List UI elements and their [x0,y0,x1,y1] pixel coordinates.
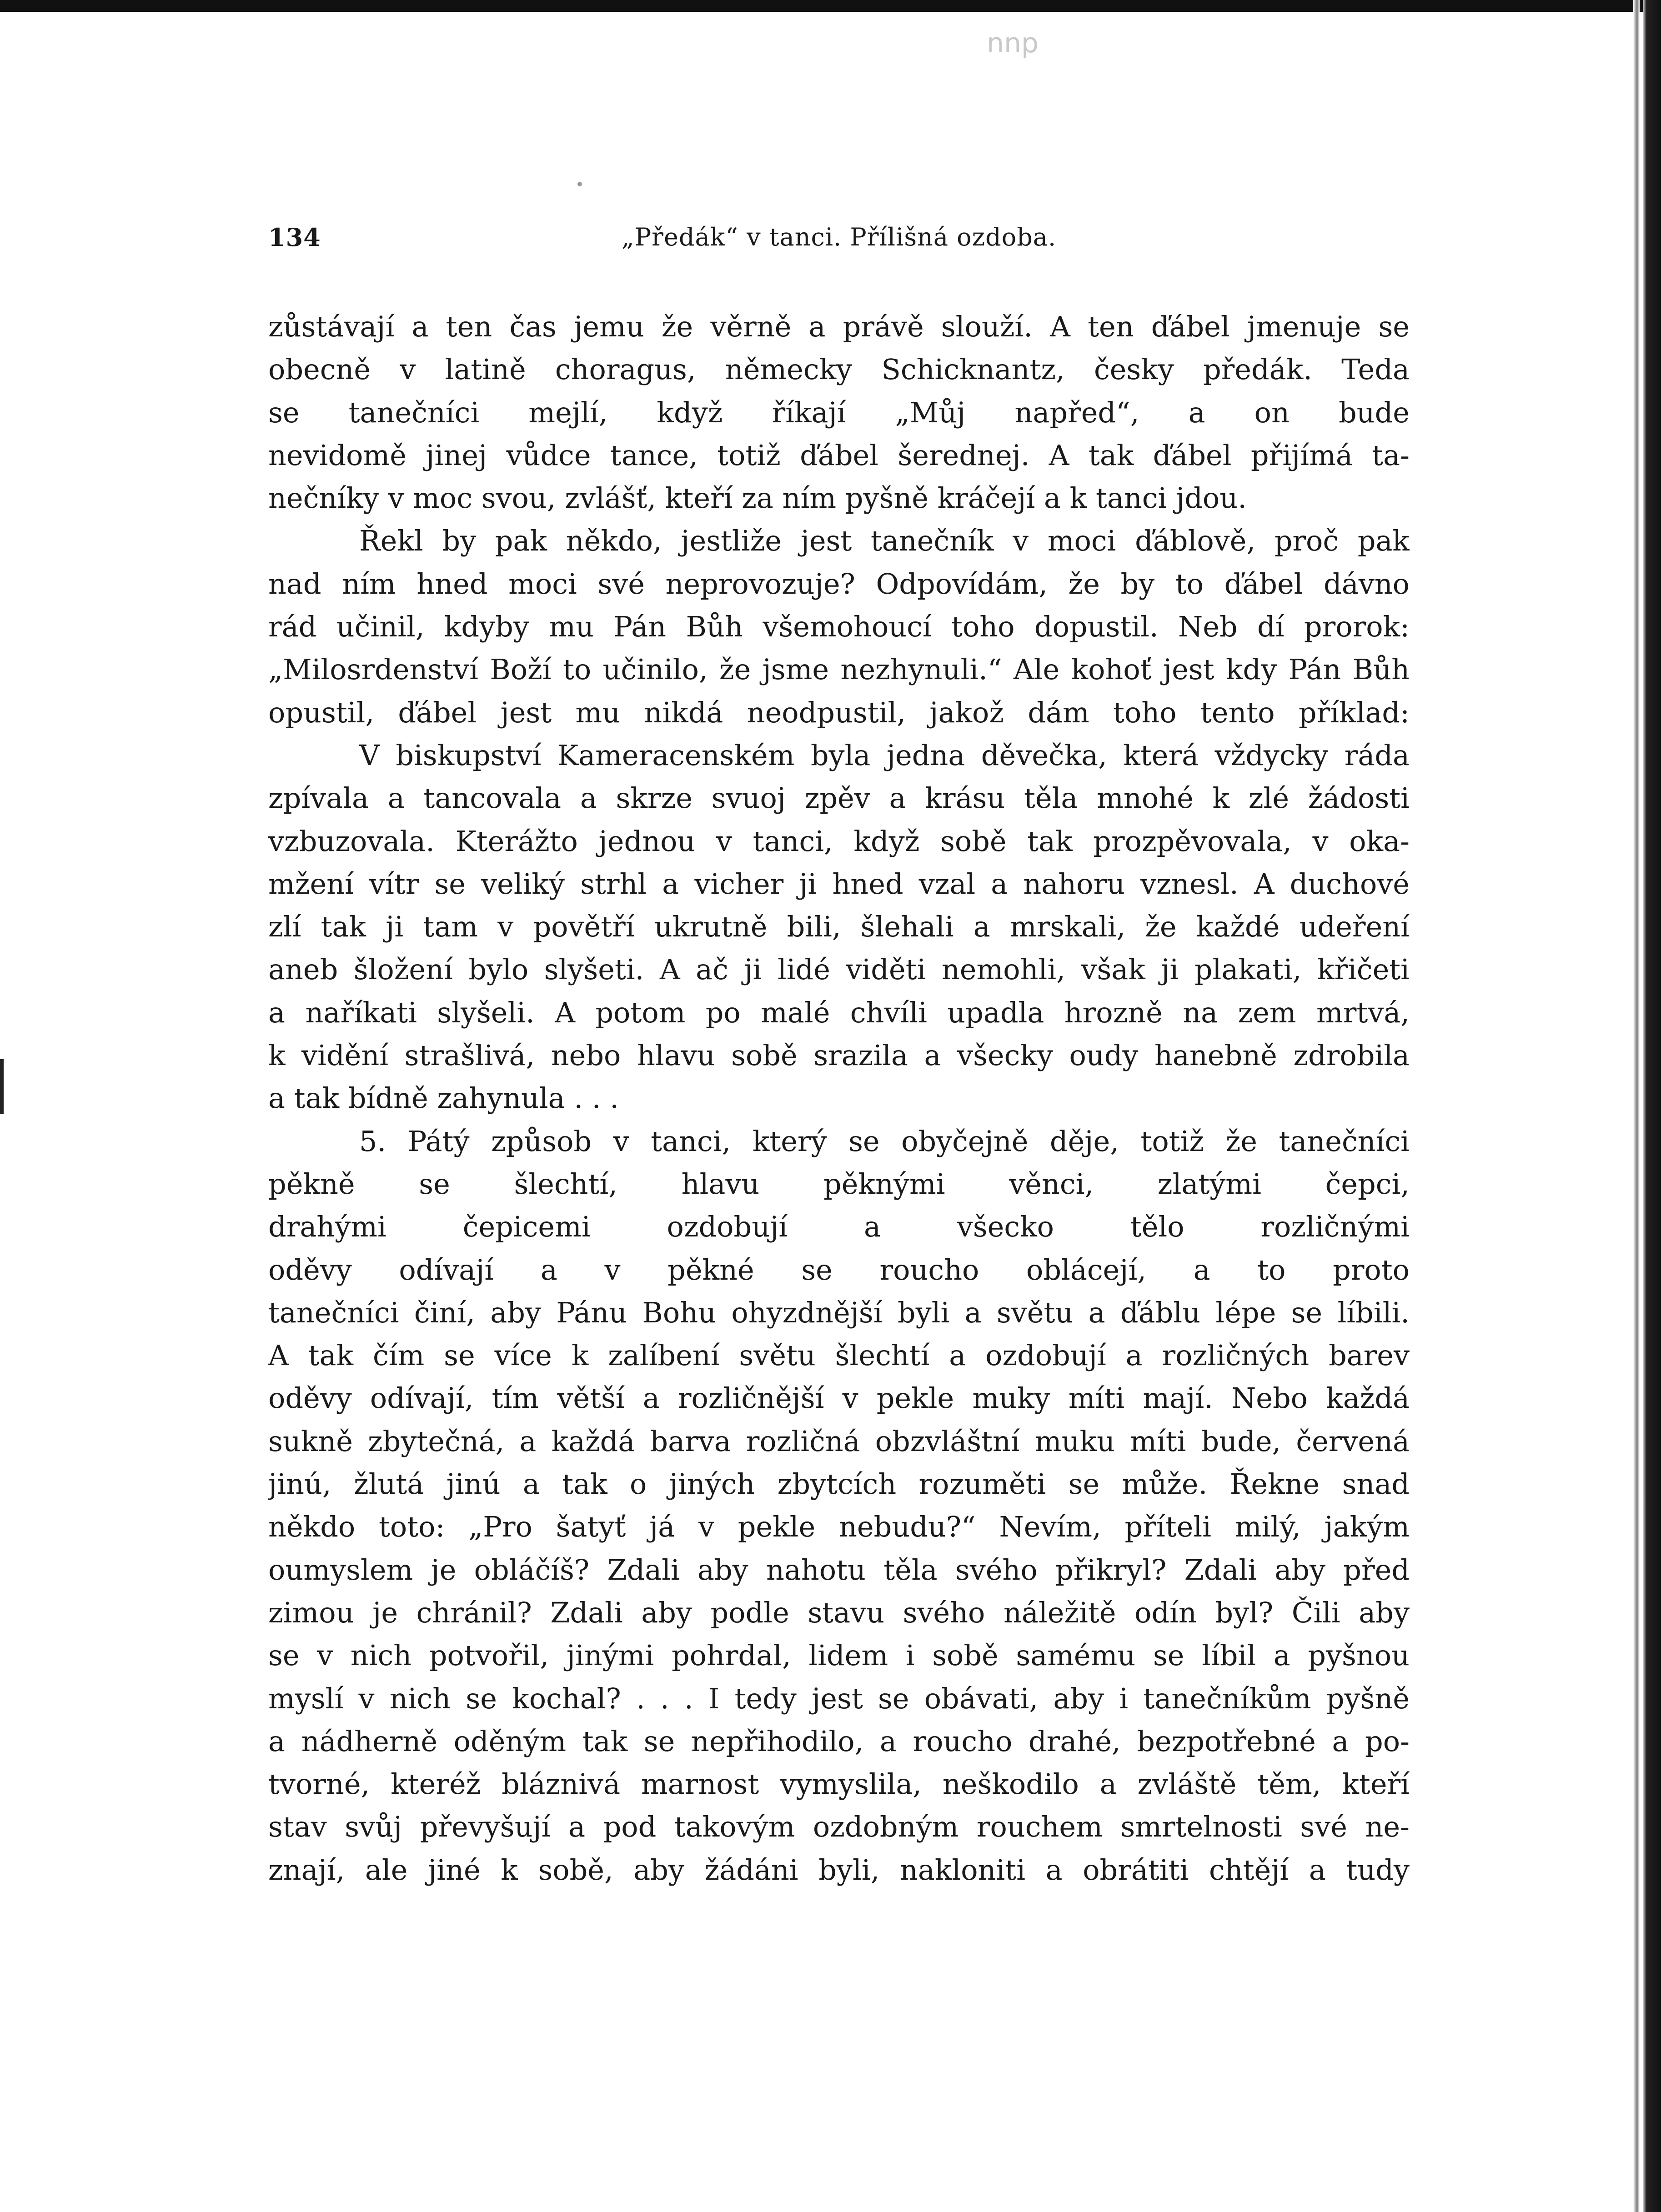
scan-right-border [1633,0,1640,2212]
text-line: A tak čím se více k zalíbení světu šlechtí a ozdobují a rozličných barev [268,1339,1410,1372]
text-line: drahými čepicemi ozdobují a všecko tělo rozličnými [268,1210,1410,1244]
text-line: zlí tak ji tam v povětří ukrutně bili, šlehali a mrskali, že každé udeření [268,910,1410,944]
text-line: rád učinil, kdyby mu Pán Bůh všemohoucí toho dopustil. Neb dí prorok: [268,610,1410,644]
text-line: pěkně se šlechtí, hlavu pěknými věnci, zlatými čepci, [268,1167,1410,1201]
text-line: myslí v nich se kochal? . . . I tedy jest se obávati, aby i tanečníkům pyšně [268,1682,1410,1715]
text-line: zpívala a tancovala a skrze svuoj zpěv a krásu těla mnohé k zlé žádosti [268,781,1410,815]
scan-left-mark [0,1059,4,1114]
text-line: mžení vítr se veliký strhl a vicher ji hned vzal a nahoru vznesl. A duchové [268,867,1410,901]
scan-top-edge [0,0,1661,12]
text-line: zůstávají a ten čas jemu že věrně a právě slouží. A ten ďábel jmenuje se [268,310,1410,343]
text-line: nad ním hned moci své neprovozuje? Odpovídám, že by to ďábel dávno [268,567,1410,601]
text-line: se tanečníci mejlí, když říkají „Můj napřed“, a on bude [268,395,1410,429]
text-line: stav svůj převyšují a pod takovým ozdobným rouchem smrtelnosti své ne- [268,1810,1410,1844]
text-line: opustil, ďábel jest mu nikdá neodpustil, jakož dám toho tento příklad: [268,696,1410,729]
text-line: sukně zbytečná, a každá barva rozličná obzvláštní muku míti bude, červená [268,1424,1410,1458]
text-line: nečníky v moc svou, zvlášť, kteří za ním pyšně kráčejí a k tanci jdou. [268,481,1247,515]
text-line: a tak bídně zahynula . . . [268,1081,619,1115]
text-line: jinú, žlutá jinú a tak o jiných zbytcích rozuměti se může. Řekne snad [268,1467,1410,1501]
text-line: zimou je chránil? Zdali aby podle stavu svého náležitě odín byl? Čili aby [268,1596,1410,1629]
text-line: a nádherně oděným tak se nepřihodilo, a roucho drahé, bezpotřebné a po- [268,1724,1410,1758]
text-line: oumyslem je obláčíš? Zdali aby nahotu těla svého přikryl? Zdali aby před [268,1553,1410,1586]
text-line: znají, ale jiné k sobě, aby žádáni byli, nakloniti a obrátiti chtějí a tudy [268,1853,1410,1887]
text-line: k vidění strašlivá, nebo hlavu sobě srazila a všecky oudy hanebně zdrobila [268,1039,1410,1072]
text-line: „Milosrdenství Boží to učinilo, že jsme nezhynuli.“ Ale kohoť jest kdy Pán Bůh [268,653,1410,686]
text-line: vzbuzovala. Kterážto jednou v tanci, když sobě tak prozpěvovala, v oka- [268,824,1410,858]
text-line: V biskupství Kameracenském byla jedna děvečka, která vždycky ráda [359,738,1410,772]
text-line: a naříkati slyšeli. A potom po malé chvíli upadla hrozně na zem mrtvá, [268,996,1410,1029]
book-page [268,214,1410,1892]
text-line: někdo toto: „Pro šatyť já v pekle nebudu?“ Nevím, příteli milý, jakým [268,1510,1410,1544]
running-head [268,214,1410,264]
pencil-annotation: nnp [987,27,1039,59]
text-line: Řekl by pak někdo, jestliže jest tanečník v moci ďáblově, proč pak [359,524,1410,558]
text-line: se v nich potvořil, jinými pohrdal, lidem i sobě samému se líbil a pyšnou [268,1639,1410,1672]
body-text [268,305,1410,1892]
text-line: aneb šložení bylo slyšeti. A ač ji lidé viděti nemohli, však ji plakati, křičeti [268,953,1410,986]
text-line: nevidomě jinej vůdce tance, totiž ďábel šerednej. A tak ďábel přijímá ta- [268,438,1410,472]
ink-speck [577,182,582,186]
text-line: tanečníci činí, aby Pánu Bohu ohyzdnější byli a světu a ďáblu lépe se líbili. [268,1296,1410,1329]
text-line: tvorné, kteréž bláznivá marnost vymyslila, neškodilo a zvláště těm, kteří [268,1767,1410,1801]
text-line: oděvy odívají, tím větší a rozličnější v pekle muky míti mají. Nebo každá [268,1381,1410,1415]
text-line: 5. Pátý způsob v tanci, který se obyčejně děje, totiž že tanečníci [359,1124,1410,1158]
scan-right-edge [1643,0,1661,2212]
chapter-header-title: „Předák“ v tanci. Přílišná ozdoba. [621,223,1057,251]
text-line: obecně v latině choragus, německy Schicknantz, česky předák. Teda [268,353,1410,386]
page-number: 134 [268,223,321,252]
text-line: oděvy odívají a v pěkné se roucho oblácejí, a to proto [268,1253,1410,1286]
